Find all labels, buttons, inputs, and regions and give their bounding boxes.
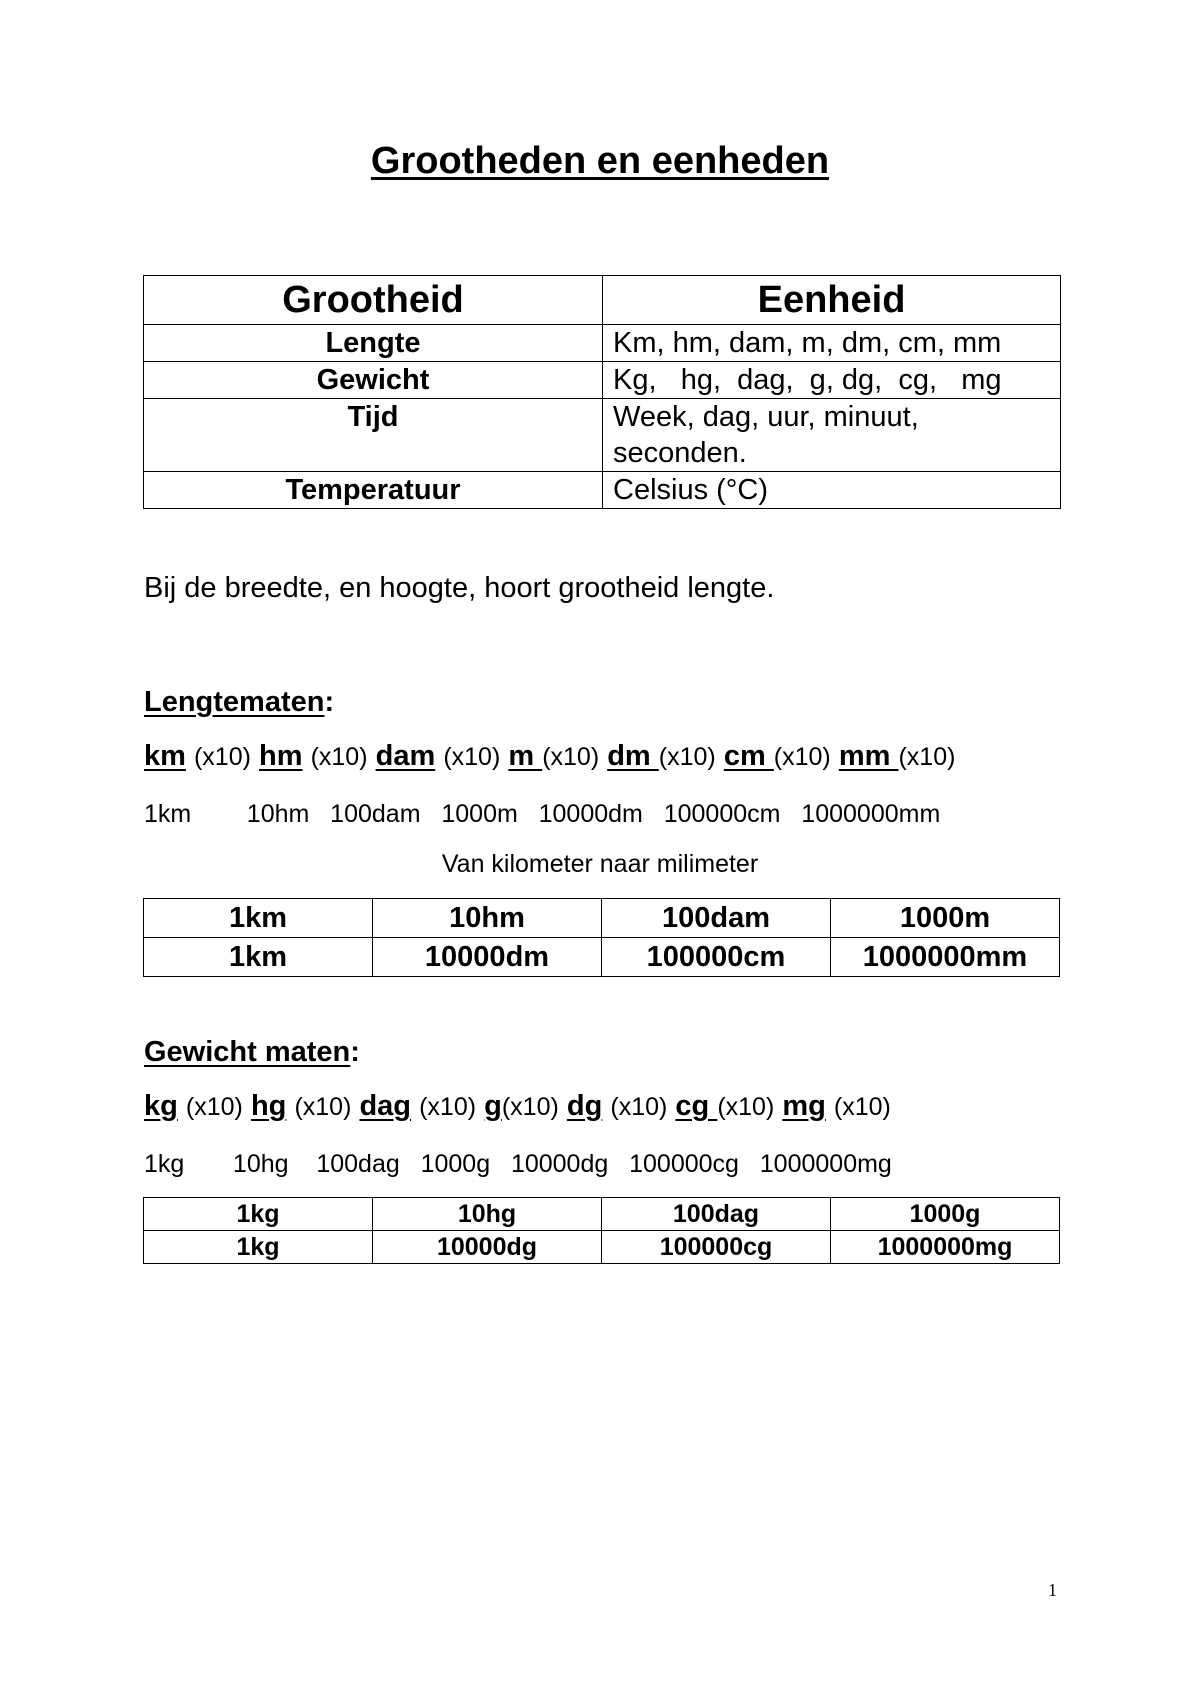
- quantities-table: [143, 275, 1061, 509]
- table-cell: 1km: [144, 938, 373, 977]
- table-cell: 100000cm: [602, 938, 831, 977]
- length-heading-text: Lengtematen: [144, 686, 325, 718]
- table-row: [144, 938, 1060, 977]
- table-cell: 100dag: [602, 1198, 831, 1231]
- table-row: [144, 1231, 1060, 1264]
- table-cell: 1000000mg: [831, 1231, 1060, 1264]
- multiplier: (x10): [193, 743, 251, 771]
- unit-cell: Kg, hg, dag, g, dg, cg, mg: [603, 362, 1061, 399]
- table-row: [144, 472, 1061, 509]
- table-row: [144, 1198, 1060, 1231]
- quantity-cell: Gewicht: [144, 362, 603, 399]
- unit: kg: [144, 1090, 178, 1122]
- table-cell: 10hm: [373, 899, 602, 938]
- multiplier: (x10): [501, 1093, 559, 1121]
- header-eenheid: Eenheid: [603, 276, 1061, 325]
- unit: km: [144, 740, 186, 772]
- multiplier: (x10): [833, 1093, 891, 1121]
- length-conversion-line: 1km 10hm 100dam 1000m 10000dm 100000cm 1000000mm: [144, 800, 941, 828]
- unit: dg: [566, 1090, 603, 1122]
- table-row: [144, 399, 1061, 472]
- unit: dam: [375, 740, 436, 772]
- weight-heading-colon: :: [350, 1036, 360, 1068]
- table-cell: 1000000mm: [831, 938, 1060, 977]
- table-cell: 1000m: [831, 899, 1060, 938]
- quantity-cell: Temperatuur: [144, 472, 603, 509]
- length-subtitle: Van kilometer naar milimeter: [441, 850, 759, 878]
- weight-conversion-line: 1kg 10hg 100dag 1000g 10000dg 100000cg 1000000mg: [144, 1150, 892, 1178]
- length-table: [143, 898, 1060, 977]
- page-number: 1: [1048, 1580, 1057, 1600]
- multiplier: (x10): [610, 1093, 668, 1121]
- table-cell: 10000dg: [373, 1231, 602, 1264]
- weight-heading-text: Gewicht maten: [144, 1036, 351, 1068]
- table-cell: 1kg: [144, 1231, 373, 1264]
- table-row: [144, 899, 1060, 938]
- unit: mg: [782, 1090, 826, 1122]
- table-cell: 10hg: [373, 1198, 602, 1231]
- unit: g: [484, 1090, 502, 1122]
- table-cell: 10000dm: [373, 938, 602, 977]
- weight-heading: [144, 1036, 360, 1069]
- multiplier: (x10): [542, 743, 600, 771]
- multiplier: (x10): [310, 743, 368, 771]
- unit-cell: Week, dag, uur, minuut, seconden.: [603, 399, 1061, 472]
- unit: cm: [723, 740, 774, 772]
- weight-table: [143, 1197, 1060, 1264]
- length-unit-chain: [144, 740, 955, 773]
- table-cell: 1kg: [144, 1198, 373, 1231]
- quantity-cell: Tijd: [144, 399, 603, 472]
- multiplier: (x10): [717, 1093, 775, 1121]
- table-header-row: [144, 276, 1061, 325]
- table-cell: 100dam: [602, 899, 831, 938]
- table-cell: 1000g: [831, 1198, 1060, 1231]
- multiplier: (x10): [773, 743, 831, 771]
- table-row: [144, 362, 1061, 399]
- weight-unit-chain: [144, 1090, 891, 1123]
- unit: hg: [250, 1090, 287, 1122]
- unit-cell: Km, hm, dam, m, dm, cm, mm: [603, 325, 1061, 362]
- body-paragraph: Bij de breedte, en hoogte, hoort grootheid lengte.: [144, 572, 775, 604]
- unit: m: [508, 740, 543, 772]
- table-row: [144, 325, 1061, 362]
- unit: dag: [359, 1090, 412, 1122]
- page-title: Grootheden en eenheden: [370, 140, 830, 182]
- multiplier: (x10): [443, 743, 501, 771]
- multiplier: (x10): [419, 1093, 477, 1121]
- unit: hm: [259, 740, 303, 772]
- length-heading: [144, 686, 334, 719]
- table-cell: 1km: [144, 899, 373, 938]
- table-cell: 100000cg: [602, 1231, 831, 1264]
- unit: cg: [675, 1090, 718, 1122]
- quantity-cell: Lengte: [144, 325, 603, 362]
- multiplier: (x10): [898, 743, 956, 771]
- header-grootheid: Grootheid: [144, 276, 603, 325]
- multiplier: (x10): [294, 1093, 352, 1121]
- unit: mm: [838, 740, 899, 772]
- unit-cell: Celsius (°C): [603, 472, 1061, 509]
- length-heading-colon: :: [324, 686, 335, 718]
- unit: dm: [607, 740, 659, 772]
- multiplier: (x10): [185, 1093, 243, 1121]
- multiplier: (x10): [658, 743, 716, 771]
